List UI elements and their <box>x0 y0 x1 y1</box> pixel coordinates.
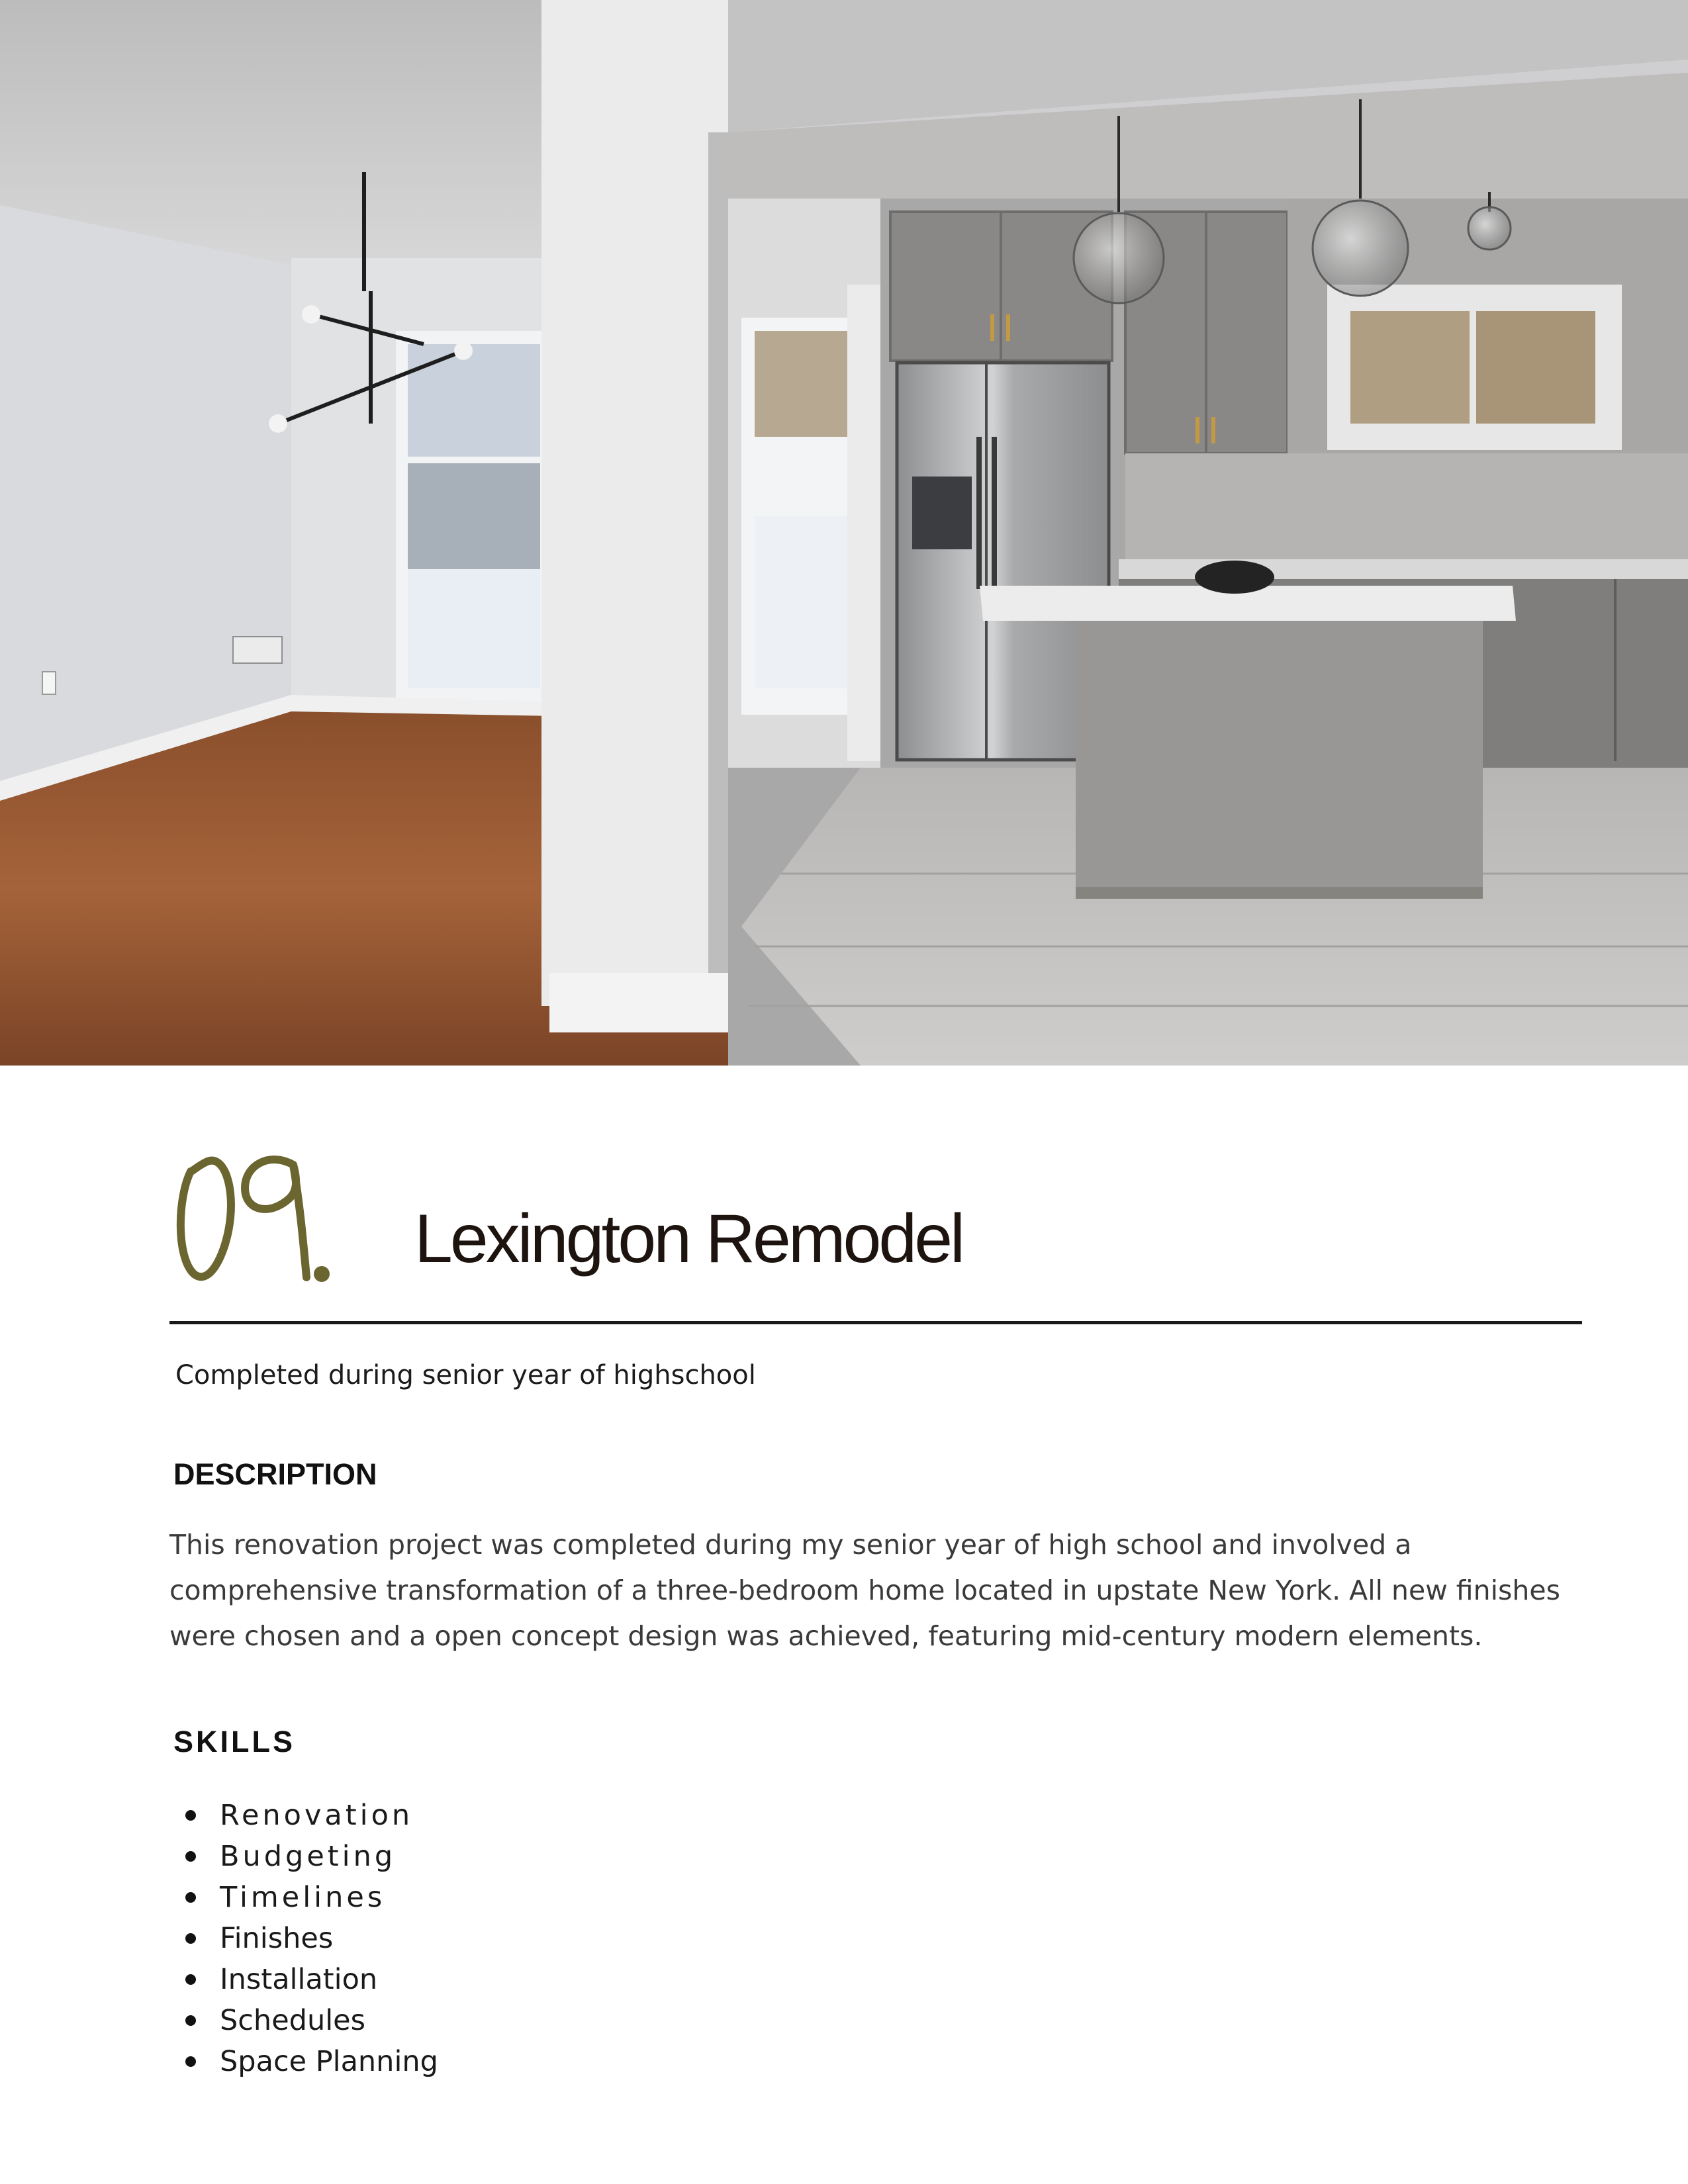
skill-label: Budgeting <box>220 1840 397 1873</box>
skill-item-budgeting <box>169 1836 438 1877</box>
skill-label: Timelines <box>220 1881 386 1914</box>
project-number-handwritten <box>171 1125 336 1297</box>
skill-item-space-planning <box>169 2041 438 2082</box>
title-divider <box>169 1321 1582 1324</box>
project-title: Lexington Remodel <box>414 1201 963 1277</box>
bullet-icon <box>185 1892 196 1903</box>
skills-heading: SKILLS <box>173 1725 296 1758</box>
hero-photo-kitchen-interior <box>0 0 1688 1066</box>
skill-label: Installation <box>220 1963 378 1996</box>
skill-label: Schedules <box>220 2004 365 2037</box>
skill-item-schedules <box>169 2000 438 2041</box>
skill-label: Space Planning <box>220 2045 438 2078</box>
skill-item-installation <box>169 1959 438 2000</box>
bullet-icon <box>185 2015 196 2026</box>
bullet-icon <box>185 1851 196 1862</box>
bullet-icon <box>185 2056 196 2067</box>
skills-list <box>169 1795 438 2082</box>
skill-label: Finishes <box>220 1922 334 1955</box>
bullet-icon <box>185 1810 196 1821</box>
skill-label: Renovation <box>220 1799 414 1832</box>
skill-item-renovation <box>169 1795 438 1836</box>
description-heading: DESCRIPTION <box>173 1457 377 1491</box>
bullet-icon <box>185 1974 196 1985</box>
skill-item-finishes <box>169 1918 438 1959</box>
description-body: This renovation project was completed during my senior year of high school and involved a comprehensive transformation of a three-bedroom home located in upstate New York. All new finishes were chosen and a open concept design was achieved, featuring mid-century modern elements. <box>169 1529 1560 1652</box>
project-subtitle: Completed during senior year of highschool <box>175 1360 756 1390</box>
skill-item-timelines <box>169 1877 438 1918</box>
bullet-icon <box>185 1933 196 1944</box>
